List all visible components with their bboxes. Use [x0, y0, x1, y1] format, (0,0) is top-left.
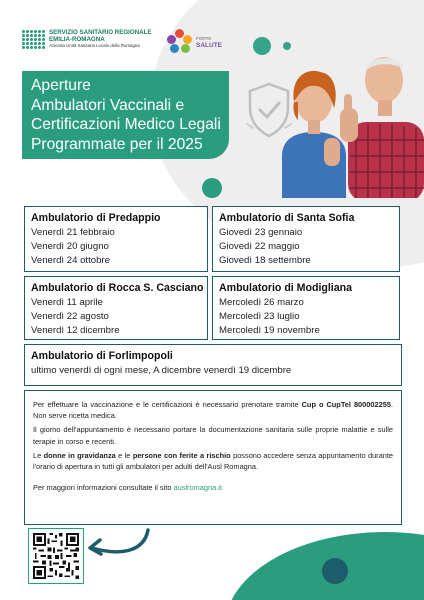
- info-box: [24, 390, 402, 525]
- info-text: e le: [115, 450, 133, 460]
- title-line: Aperture: [31, 77, 91, 94]
- decor-circle: [202, 178, 222, 198]
- ambulatorio-date: Venerdì 24 ottobre: [31, 255, 110, 266]
- info-text: Le: [33, 450, 44, 460]
- ssr-logo-icon: [22, 30, 45, 49]
- title-line: Certificazioni Medico Legali: [31, 116, 221, 134]
- title-line: Ambulatori Vaccinali e: [31, 96, 185, 114]
- info-text: . Non serve ricetta medica.: [33, 400, 394, 421]
- ambulatorio-name: Ambulatorio di Predappio: [31, 212, 161, 224]
- page-title: [22, 71, 229, 159]
- title-line: Programmate per il 2025: [31, 135, 203, 153]
- info-bold: Cup o CupTel 800002255: [301, 400, 391, 409]
- forte-salute-logo-icon: [167, 29, 193, 55]
- ambulatorio-card-rocca-san-casciano: [24, 276, 208, 340]
- ambulatorio-card-predappio: [24, 206, 208, 272]
- forte-salute-logo: [167, 29, 222, 55]
- ambulatori-grid: [24, 206, 402, 340]
- ambulatorio-name: Ambulatorio di Modigliana: [219, 282, 353, 294]
- ambulatorio-date: ultimo venerdì di ogni mese, A dicembre venerdì 19 dicembre: [31, 365, 292, 376]
- ambulatorio-date: Giovedì 18 settembre: [219, 255, 311, 266]
- ambulatorio-name: Ambulatorio di Forlimpopoli: [31, 350, 173, 362]
- info-paragraph: [33, 482, 393, 493]
- ssr-line3: Azienda Unità Sanitaria Locale della Romagna: [49, 43, 140, 49]
- ambulatorio-date: Mercoledì 19 novembre: [219, 325, 320, 336]
- ssr-line1: SERVIZIO SANITARIO REGIONALE: [49, 29, 152, 36]
- decor-circle: [322, 558, 348, 584]
- ambulatorio-date: Venerdì 22 agosto: [31, 311, 109, 322]
- fs-main-text: SALUTE: [196, 41, 222, 49]
- info-paragraph: [33, 450, 393, 472]
- info-bold: donne in gravidanza: [43, 450, 116, 460]
- curved-arrow-icon: [84, 526, 152, 560]
- ssr-line2: EMILIA-ROMAGNA: [49, 36, 105, 44]
- ambulatorio-card-modigliana: [212, 276, 400, 340]
- ssr-logo: [22, 29, 152, 49]
- ambulatorio-name: Ambulatorio di Rocca S. Casciano: [31, 282, 204, 294]
- fs-top-text: FORTE: [196, 35, 212, 41]
- ambulatorio-date: Mercoledì 23 luglio: [219, 311, 300, 322]
- qr-code[interactable]: [28, 528, 84, 584]
- ambulatorio-name: Ambulatorio di Santa Sofia: [219, 212, 355, 224]
- decor-circle: [253, 37, 271, 55]
- ambulatorio-card-santa-sofia: [212, 206, 400, 272]
- ambulatorio-date: Giovedì 23 gennaio: [219, 227, 303, 238]
- senior-couple-illustration: [280, 48, 424, 198]
- info-bold: persone con ferite a rischio: [132, 450, 231, 460]
- ambulatorio-date: Mercoledì 26 marzo: [219, 297, 304, 308]
- ambulatorio-card-forlimpopoli: [24, 344, 402, 386]
- ambulatorio-date: Venerdì 12 dicembre: [31, 325, 120, 336]
- ambulatorio-date: Venerdì 11 aprile: [31, 297, 103, 308]
- ambulatorio-date: Giovedì 22 maggio: [219, 241, 300, 252]
- website-link[interactable]: auslromagna.it: [173, 483, 222, 493]
- info-text: Per effettuare la vaccinazione e le certificazioni è necessario prenotare tramite: [33, 400, 302, 409]
- info-paragraph: [33, 399, 393, 421]
- info-text: Per maggiori informazioni consultate il sito: [33, 483, 174, 493]
- info-paragraph: Il giorno dell'appuntamento è necessario portare la documentazione sanitaria sulle proprie malattie e sulle terapie in corso e recenti.: [33, 425, 393, 446]
- qr-code-icon: [33, 533, 79, 579]
- ambulatorio-date: Venerdì 21 febbraio: [31, 227, 115, 238]
- ambulatorio-date: Venerdì 20 giugno: [31, 241, 109, 252]
- info-text: possono accedere senza appuntamento durante l'orario di apertura in tutti gli ambulatori per adulti dell'Ausl Romagna.: [33, 450, 394, 472]
